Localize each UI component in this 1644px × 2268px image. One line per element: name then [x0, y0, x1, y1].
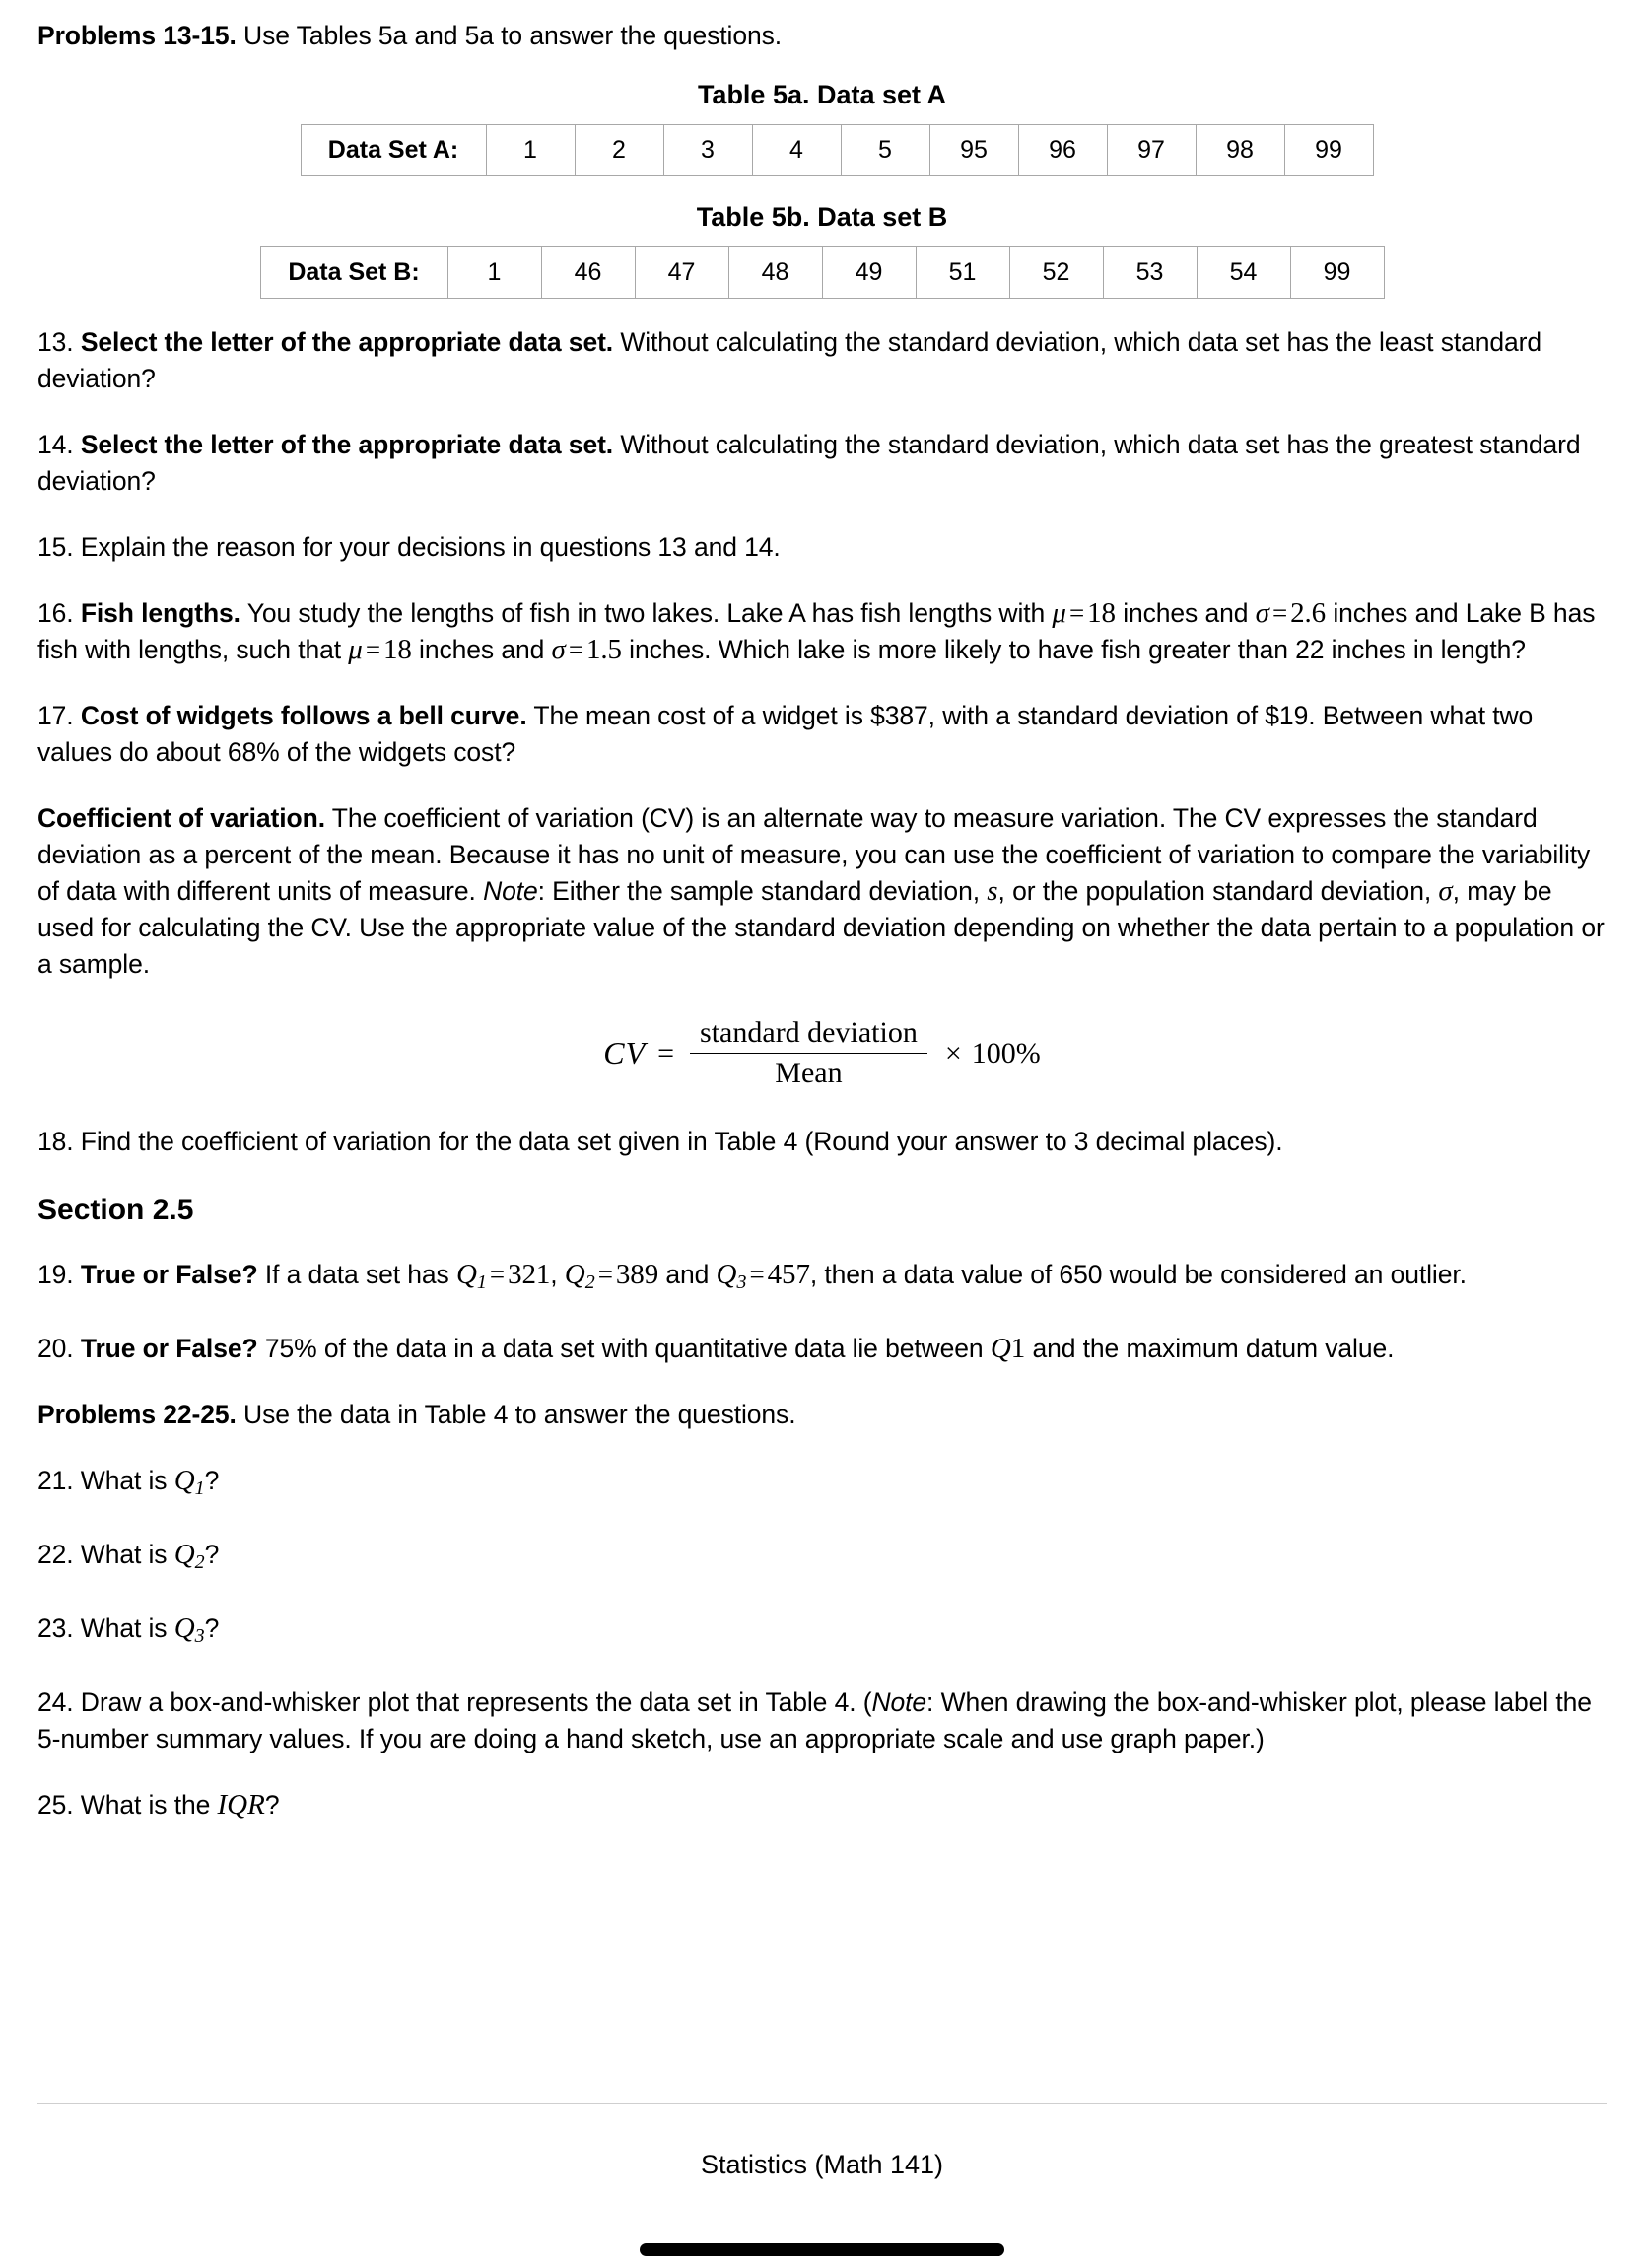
- mu-symbol: μ: [1052, 597, 1066, 629]
- question-23: [37, 1611, 1605, 1655]
- table-5b-cell-1: 1: [447, 247, 541, 299]
- q3-symbol: Q: [716, 1259, 737, 1290]
- question-19-number: 19.: [37, 1260, 81, 1289]
- cv-formula-denominator: Mean: [775, 1057, 843, 1089]
- table-5a-cell-2: 2: [575, 125, 663, 176]
- sample-sd-symbol: s: [987, 875, 998, 907]
- q3-symbol: Q: [173, 1613, 195, 1644]
- coefficient-of-variation-paragraph: [37, 800, 1605, 983]
- problems-22-25-label: Problems 22-25.: [37, 1400, 237, 1429]
- question-14-number: 14.: [37, 430, 81, 459]
- table-5b-cell-5: 49: [822, 247, 916, 299]
- question-22-text: 22. What is: [37, 1540, 174, 1569]
- sigma-symbol: σ: [1438, 875, 1453, 907]
- question-19-text-2: ,: [550, 1260, 565, 1289]
- table-row: [301, 125, 1373, 176]
- sigma-symbol: σ: [1255, 597, 1269, 629]
- cv-text-4: , may be used for calculating the CV. Use the appropriate value of the standard deviation depending on whether the data pertain to a population or a sample.: [37, 876, 1605, 979]
- question-14: [37, 427, 1605, 500]
- table-5a-cell-3: 3: [663, 125, 752, 176]
- table-5b-cell-6: 51: [916, 247, 1009, 299]
- question-13: [37, 324, 1605, 397]
- question-13-text: Without calculating the standard deviation, which data set has the least standard deviation?: [37, 327, 1542, 393]
- question-19-text-4: , then a data value of 650 would be considered an outlier.: [809, 1260, 1467, 1289]
- table-5a-cell-6: 95: [929, 125, 1018, 176]
- question-19-text-1: If a data set has: [257, 1260, 456, 1289]
- iqr-symbol: IQR: [217, 1789, 265, 1821]
- question-21-text: 21. What is: [37, 1466, 174, 1495]
- question-19-lead: True or False?: [80, 1260, 258, 1289]
- cv-formula-percent: 100%: [971, 1036, 1041, 1069]
- question-16-text-2: inches and: [1115, 598, 1256, 628]
- section-heading: Section 2.5: [37, 1194, 194, 1226]
- question-13-number: 13.: [37, 327, 81, 357]
- problems-22-25-intro: [37, 1397, 1605, 1433]
- question-25-text: 25. What is the: [37, 1790, 218, 1820]
- table-5b-cell-9: 54: [1197, 247, 1290, 299]
- cv-formula: [37, 1016, 1607, 1090]
- q1-subscript: 1: [476, 1271, 487, 1293]
- mu-symbol: μ: [348, 634, 363, 665]
- problems-13-15-intro: [37, 18, 1605, 54]
- question-24-note-label: Note: [871, 1687, 927, 1717]
- table-5a-cell-9: 98: [1196, 125, 1284, 176]
- table-5a-cell-1: 1: [486, 125, 575, 176]
- cv-formula-fraction: [690, 1016, 927, 1090]
- question-20-number: 20.: [37, 1334, 81, 1363]
- question-17: [37, 698, 1605, 771]
- table-5b-cell-3: 47: [635, 247, 728, 299]
- table-5a-cell-4: 4: [752, 125, 841, 176]
- question-17-number: 17.: [37, 701, 81, 730]
- question-24: [37, 1684, 1605, 1757]
- question-18: 18. Find the coefficient of variation for the data set given in Table 4 (Round your answer to 3 decimal places).: [37, 1127, 1283, 1156]
- question-25: [37, 1787, 1605, 1823]
- sigma-symbol: σ: [551, 634, 566, 665]
- question-16-text-4: inches and: [411, 635, 552, 664]
- table-5a-cell-5: 5: [841, 125, 929, 176]
- q1-subscript: 1: [194, 1478, 205, 1499]
- equals-sign: =: [1068, 598, 1085, 628]
- question-20-lead: True or False?: [80, 1334, 258, 1363]
- question-15: 15. Explain the reason for your decisions in questions 13 and 14.: [37, 532, 781, 562]
- table-5a-cell-7: 96: [1018, 125, 1107, 176]
- q3-subscript: 3: [736, 1271, 747, 1293]
- table-5a-title: Table 5a. Data set A: [697, 80, 947, 109]
- problems-13-15-text: Use Tables 5a and 5a to answer the questions.: [236, 21, 783, 50]
- q2-symbol: Q: [173, 1539, 195, 1570]
- table-5b-cell-10: 99: [1290, 247, 1384, 299]
- problems-13-15-label: Problems 13-15.: [37, 21, 237, 50]
- table-5a-row-label: Data Set A:: [301, 125, 486, 176]
- question-20: [37, 1331, 1605, 1367]
- question-16-text-3: inches and Lake B has fish with lengths, such that: [37, 598, 1596, 664]
- table-5b-cell-8: 53: [1103, 247, 1197, 299]
- question-22: [37, 1537, 1605, 1581]
- home-indicator[interactable]: [640, 2243, 1004, 2256]
- footer-divider: [37, 2103, 1607, 2104]
- table-5a-cell-8: 97: [1107, 125, 1196, 176]
- question-14-lead: Select the letter of the appropriate data set.: [80, 430, 614, 459]
- q3-subscript: 3: [194, 1625, 205, 1647]
- problems-22-25-text: Use the data in Table 4 to answer the questions.: [236, 1400, 796, 1429]
- equals-sign: =: [1271, 598, 1288, 628]
- question-20-text-2: and the maximum datum value.: [1025, 1334, 1395, 1363]
- mu-value-lake-b: 18: [382, 634, 412, 665]
- question-19-text-3: and: [658, 1260, 717, 1289]
- sigma-value-lake-a: 2.6: [1290, 597, 1327, 629]
- page-footer: [37, 2103, 1607, 2268]
- sigma-value-lake-b: 1.5: [585, 634, 622, 665]
- q2-subscript: 2: [584, 1271, 595, 1293]
- cv-formula-equals: =: [657, 1036, 675, 1069]
- question-24-text-2: : When drawing the box-and-whisker plot, please label the 5-number summary values. If you are doing a hand sketch, use an appropriate scale and use graph paper.): [37, 1687, 1592, 1753]
- cv-formula-lhs: CV: [603, 1035, 647, 1070]
- equals-sign: =: [597, 1260, 613, 1289]
- q1-value: 321: [508, 1259, 551, 1290]
- equals-sign: =: [749, 1260, 765, 1289]
- q2-subscript: 2: [194, 1551, 205, 1573]
- table-5b-cell-7: 52: [1009, 247, 1103, 299]
- table-5a: [301, 124, 1374, 176]
- table-5b-row-label: Data Set B:: [260, 247, 447, 299]
- q1-symbol: Q: [990, 1333, 1011, 1364]
- question-22-mark: ?: [204, 1540, 220, 1569]
- question-16-number: 16.: [37, 598, 81, 628]
- table-5b: [260, 246, 1385, 299]
- q2-value: 389: [615, 1259, 659, 1290]
- q1-symbol: Q: [455, 1259, 477, 1290]
- question-23-mark: ?: [204, 1614, 220, 1643]
- question-23-text: 23. What is: [37, 1614, 174, 1643]
- footer-title: Statistics (Math 141): [700, 2150, 944, 2179]
- table-5b-cell-4: 48: [728, 247, 822, 299]
- mu-value-lake-a: 18: [1087, 597, 1116, 629]
- table-5b-cell-2: 46: [541, 247, 635, 299]
- q2-symbol: Q: [564, 1259, 585, 1290]
- cv-lead: Coefficient of variation.: [37, 803, 325, 833]
- table-5b-title: Table 5b. Data set B: [696, 202, 948, 232]
- multiplication-icon: ×: [944, 1036, 962, 1069]
- cv-text-2: : Either the sample standard deviation,: [537, 876, 988, 906]
- question-21: [37, 1463, 1605, 1507]
- question-25-mark: ?: [264, 1790, 280, 1820]
- table-5b-wrapper: [37, 246, 1607, 299]
- cv-note-label: Note: [483, 876, 538, 906]
- cv-text-1: The coefficient of variation (CV) is an alternate way to measure variation. The CV expresses the standard deviation as a percent of the mean. Because it has no unit of measure, you can use the coefficient of variation to compare the variability of data with different units of measure.: [37, 803, 1591, 906]
- question-20-text-1: 75% of the data in a data set with quantitative data lie between: [257, 1334, 991, 1363]
- question-17-lead: Cost of widgets follows a bell curve.: [80, 701, 527, 730]
- question-24-text-1: 24. Draw a box-and-whisker plot that represents the data set in Table 4. (: [37, 1687, 872, 1717]
- question-16: [37, 595, 1605, 668]
- cv-formula-numerator: standard deviation: [700, 1016, 918, 1049]
- q3-value: 457: [767, 1259, 810, 1290]
- question-14-text: Without calculating the standard deviation, which data set has the greatest standard deviation?: [37, 430, 1581, 496]
- equals-sign: =: [568, 635, 583, 664]
- question-13-lead: Select the letter of the appropriate data set.: [80, 327, 614, 357]
- equals-sign: =: [489, 1260, 506, 1289]
- question-16-text-1: You study the lengths of fish in two lakes. Lake A has fish lengths with: [240, 598, 1053, 628]
- q1-index: 1: [1010, 1333, 1026, 1364]
- table-row: [260, 247, 1384, 299]
- table-5a-wrapper: [37, 124, 1607, 176]
- question-21-mark: ?: [204, 1466, 220, 1495]
- table-5a-cell-10: 99: [1284, 125, 1373, 176]
- question-16-text-5: inches. Which lake is more likely to have fish greater than 22 inches in length?: [621, 635, 1526, 664]
- q1-symbol: Q: [173, 1465, 195, 1496]
- question-16-lead: Fish lengths.: [80, 598, 240, 628]
- question-19: [37, 1257, 1605, 1301]
- cv-text-3: , or the population standard deviation,: [997, 876, 1439, 906]
- question-17-text: The mean cost of a widget is $387, with a standard deviation of $19. Between what two values do about 68% of the widgets cost?: [37, 701, 1534, 767]
- equals-sign: =: [365, 635, 380, 664]
